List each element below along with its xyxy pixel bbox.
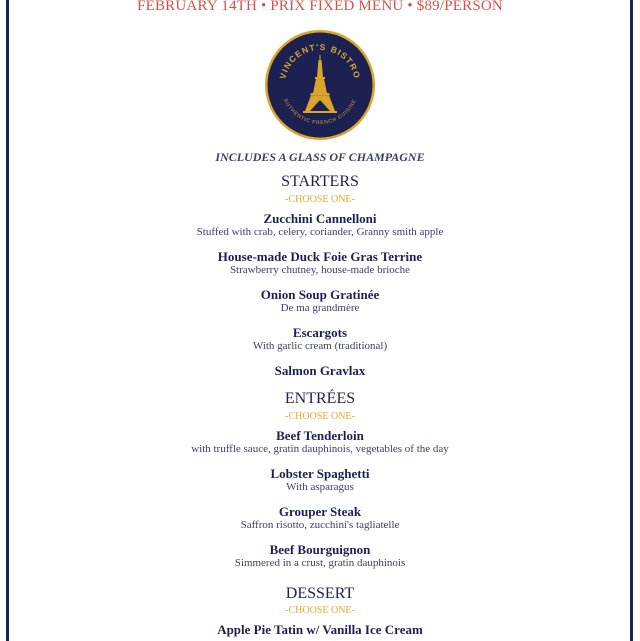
bistro-logo bbox=[264, 29, 376, 141]
menu-item bbox=[0, 467, 640, 493]
menu-item-name: Beef Tenderloin bbox=[276, 428, 364, 443]
menu-item-name: Lobster Spaghetti bbox=[270, 466, 370, 481]
logo-ring-text-bottom: AUTHENTIC FRENCH CUISINE bbox=[282, 98, 358, 127]
menu-item-desc: Saffron risotto, zucchini's tagliatelle bbox=[240, 519, 400, 531]
menu-item-name: Escargots bbox=[292, 325, 348, 340]
menu-item bbox=[0, 429, 640, 455]
choose-one-label: -CHOOSE ONE- bbox=[285, 411, 355, 422]
section-title-dessert: DESSERT bbox=[285, 585, 355, 602]
menu-header: FEBRUARY 14TH • PRIX FIXED MENU • $89/PERSON bbox=[137, 0, 503, 14]
menu-item-desc: with truffle sauce, gratin dauphinois, vegetables of the day bbox=[191, 443, 449, 455]
menu-item-name: Onion Soup Gratinée bbox=[260, 287, 380, 302]
bistro-seal bbox=[264, 29, 376, 141]
section-title-entrees: ENTRÉES bbox=[284, 390, 356, 407]
choose-one-label: -CHOOSE ONE- bbox=[285, 605, 355, 616]
menu-item bbox=[0, 212, 640, 238]
menu-item bbox=[0, 623, 640, 637]
choose-one-label: -CHOOSE ONE- bbox=[285, 194, 355, 205]
menu-item bbox=[0, 364, 640, 378]
menu-item-name: House-made Duck Foie Gras Terrine bbox=[217, 249, 423, 264]
menu-item-desc: With garlic cream (traditional) bbox=[252, 340, 388, 352]
menu-item-name: Salmon Gravlax bbox=[274, 363, 366, 378]
menu-item-name: Beef Bourguignon bbox=[269, 542, 371, 557]
menu-item-desc: Strawberry chutney, house-made brioche bbox=[229, 264, 411, 276]
section-title-starters: STARTERS bbox=[281, 173, 359, 190]
logo-ring-text-top: VINCENT'S BISTRO bbox=[277, 41, 363, 81]
menu-item bbox=[0, 250, 640, 276]
menu-item-desc: With asparagus bbox=[286, 481, 354, 493]
menu-item bbox=[0, 505, 640, 531]
menu-item-name: Zucchini Cannelloni bbox=[263, 211, 377, 226]
menu-item bbox=[0, 543, 640, 569]
menu-item-desc: De ma grandmère bbox=[280, 302, 360, 314]
menu-item bbox=[0, 288, 640, 314]
menu-item-desc: Simmered in a crust, gratin dauphinois bbox=[234, 557, 406, 569]
menu-item bbox=[0, 326, 640, 352]
menu-item-desc: Stuffed with crab, celery, coriander, Granny smith apple bbox=[196, 226, 444, 238]
menu-item-name: Grouper Steak bbox=[278, 504, 362, 519]
menu-item-name: Apple Pie Tatin w/ Vanilla Ice Cream bbox=[217, 622, 423, 637]
champagne-note: INCLUDES A GLASS OF CHAMPAGNE bbox=[215, 150, 425, 164]
